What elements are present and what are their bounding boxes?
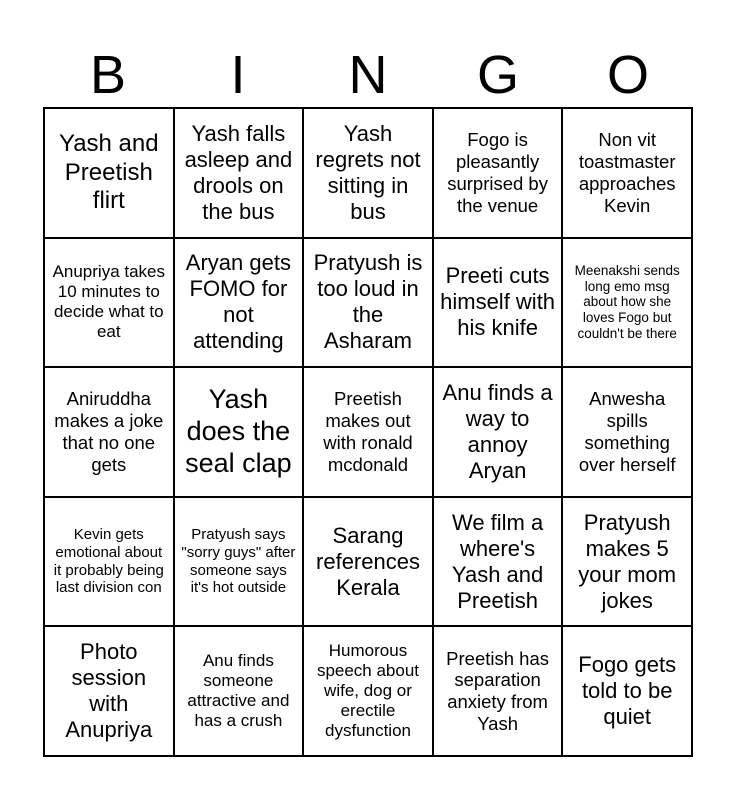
bingo-grid xyxy=(43,107,693,757)
cell-text: Yash does the seal clap xyxy=(185,384,292,478)
cell-text: Preeti cuts himself with his knife xyxy=(440,263,556,341)
bingo-cell-r4c5[interactable] xyxy=(562,497,692,627)
cell-text: Aryan gets FOMO for not attending xyxy=(185,250,291,354)
bingo-cell-r1c1[interactable] xyxy=(44,108,174,238)
cell-text: Fogo is pleasantly surprised by the venue xyxy=(447,129,548,216)
cell-text: We film a where's Yash and Preetish xyxy=(451,509,544,613)
bingo-cell-r1c3[interactable] xyxy=(303,108,433,238)
cell-text: Anwesha spills something over herself xyxy=(578,388,676,475)
bingo-cell-r5c4[interactable] xyxy=(433,626,563,756)
cell-text: Anupriya takes 10 minutes to decide what to eat xyxy=(52,262,166,342)
cell-text: Kevin gets emotional about it probably being last division con xyxy=(53,526,164,597)
cell-text: Yash and Preetish flirt xyxy=(58,130,159,214)
bingo-cell-r2c4[interactable] xyxy=(433,238,563,368)
bingo-cell-r2c2[interactable] xyxy=(174,238,304,368)
cell-text: Anu finds someone attractive and has a crush xyxy=(187,651,290,731)
bingo-cell-r1c2[interactable] xyxy=(174,108,304,238)
bingo-cell-r1c5[interactable] xyxy=(562,108,692,238)
bingo-cell-r2c1[interactable] xyxy=(44,238,174,368)
bingo-cell-r2c5[interactable] xyxy=(562,238,692,368)
header-letter-b: B xyxy=(89,45,127,105)
cell-text: Pratyush says "sorry guys" after someone says it's hot outside xyxy=(181,526,296,597)
cell-text: Pratyush makes 5 your mom jokes xyxy=(578,509,677,613)
bingo-cell-r3c1[interactable] xyxy=(44,367,174,497)
bingo-cell-r5c2[interactable] xyxy=(174,626,304,756)
cell-text: Yash regrets not sitting in bus xyxy=(315,120,421,224)
bingo-cell-r5c1[interactable] xyxy=(44,626,174,756)
header-letter-o: O xyxy=(606,45,649,105)
cell-text: Sarang references Kerala xyxy=(316,522,420,600)
bingo-cell-r4c4[interactable] xyxy=(433,497,563,627)
cell-text: Pratyush is too loud in the Asharam xyxy=(313,250,423,354)
bingo-header xyxy=(43,44,693,106)
bingo-cell-r4c3[interactable] xyxy=(303,497,433,627)
header-letter-i: I xyxy=(230,45,246,105)
bingo-cell-r3c2[interactable] xyxy=(174,367,304,497)
cell-text: Meenakshi sends long emo msg about how she loves Fogo but couldn't be there xyxy=(574,262,680,342)
bingo-cell-r2c3[interactable] xyxy=(303,238,433,368)
bingo-cell-r1c4[interactable] xyxy=(433,108,563,238)
bingo-cell-r5c5[interactable] xyxy=(562,626,692,756)
bingo-cell-r3c5[interactable] xyxy=(562,367,692,497)
cell-text: Photo session with Anupriya xyxy=(65,639,153,743)
cell-text: Preetish has separation anxiety from Yash xyxy=(446,647,550,735)
cell-text: Yash falls asleep and drools on the bus xyxy=(184,120,293,224)
cell-text: Aniruddha makes a joke that no one gets xyxy=(54,388,164,475)
header-letter-n: N xyxy=(348,45,388,105)
bingo-cell-r5c3[interactable] xyxy=(303,626,433,756)
cell-text: Preetish makes out with ronald mcdonald xyxy=(323,388,413,475)
bingo-cell-r4c2[interactable] xyxy=(174,497,304,627)
bingo-cell-r4c1[interactable] xyxy=(44,497,174,627)
cell-text: Non vit toastmaster approaches Kevin xyxy=(578,129,676,216)
bingo-cell-r3c3[interactable] xyxy=(303,367,433,497)
cell-text: Anu finds a way to annoy Aryan xyxy=(442,380,553,483)
bingo-cell-r3c4[interactable] xyxy=(433,367,563,497)
cell-text: Humorous speech about wife, dog or erectile dysfunction xyxy=(316,641,420,741)
cell-text: Fogo gets told to be quiet xyxy=(578,652,677,730)
header-letter-g: G xyxy=(476,45,519,105)
